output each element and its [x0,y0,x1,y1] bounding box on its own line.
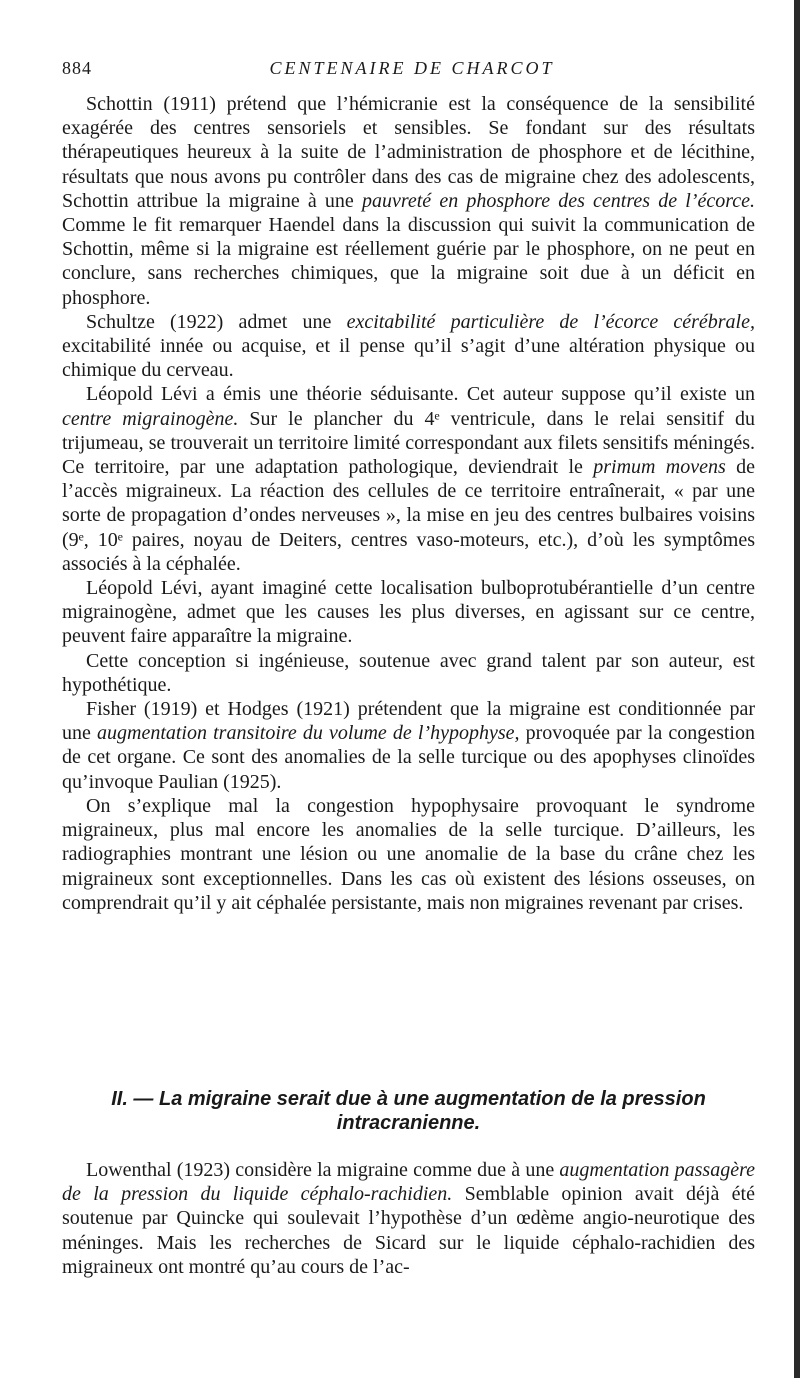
text-run: Sur le plancher du 4ᵉ ventricule, dans le relai sensitif du trijumeau, se trouverait un territoire limité correspondant aux filets sensitifs méningés. Ce territoire, par une adaptation pathologique, deviendrait le [62,407,756,479]
italic-phrase: centre migrainogène. [62,407,239,430]
text-run: Comme le fit remarquer Haendel dans la discussion qui suivit la communication de Schottin, même si la migraine est réellement guérie par le phosphore, on ne peut en conclure, sans recherches chimiques, que la migraine soit due à un déficit en phosphore. [62,214,755,309]
paragraph [62,697,755,794]
text-run: provoquée par la congestion de cet organe. Ce sont des anomalies de la selle turcique ou des apophyses clinoïdes qu’invoque Paulian (1925). [62,722,755,793]
text-run: excitabilité innée ou acquise, et il pense qu’il s’agit d’une altération physique ou chimique du cerveau. [62,335,755,382]
italic-phrase: pauvreté en phosphore des centres de l’écorce. [361,189,755,212]
text-run: de l’accès migraineux. La réaction des cellules de ce territoire entraînerait, « par une sorte de propagation d’ondes nerveuses », la mise en jeu des centres bulbaires voisins (9ᵉ, 10ᵉ paires, noyau de Deiters, centres vaso-moteurs, etc.), d’où les symptômes associés à la céphalée. [62,456,755,575]
page-header [62,58,762,82]
section-text [62,1158,755,1279]
text-run: On s’explique mal la congestion hypophysaire provoquant le syndrome migraineux, plus mal encore les anomalies de la selle turcique. D’ailleurs, les radiographies montrant une lésion ou une anomalie de la base du crâne chez les migraineux sont exceptionnelles. Dans les cas où existent des lésions osseuses, on comprendrait qu’il y ait céphalée persistante, mais non migraines revenant par crises. [62,794,755,914]
text-run: Cette conception si ingénieuse, soutenue avec grand talent par son auteur, est hypothétique. [62,649,755,696]
paragraph [62,92,755,310]
text-run: Fisher (1919) et Hodges (1921) prétendent que la migraine est conditionnée par une [62,698,755,745]
italic-phrase: excitabilité particulière de l’écorce cérébrale, [346,310,755,333]
italic-phrase: augmentation passagère de la pression du liquide céphalo-rachidien. [62,1159,755,1206]
paragraph [62,310,755,383]
section-heading-line-1: II. — La migraine serait due à une augmentation de la pression [111,1088,706,1110]
page-edge-shadow [794,0,800,1378]
section-heading [62,1087,755,1135]
text-run: Léopold Lévi a émis une théorie séduisante. Cet auteur suppose qu’il existe un [86,383,755,406]
paragraph [62,576,755,649]
running-head: CENTENAIRE DE CHARCOT [269,58,555,78]
italic-phrase: primum movens [593,456,726,479]
paragraph [62,1158,755,1279]
main-text [62,92,755,915]
paragraph [62,649,755,697]
text-run: Schultze (1922) admet une [86,310,347,333]
page-number: 884 [62,58,92,78]
text-run: Léopold Lévi, ayant imaginé cette localisation bulboprotubérantielle d’un centre migrainogène, admet que les causes les plus diverses, en agissant sur ce centre, peuvent faire apparaître la migraine. [62,577,755,648]
section-heading-line-2: intracranienne. [336,1112,481,1134]
italic-phrase: augmentation transitoire du volume de l’hypophyse, [97,722,520,745]
text-run: Schottin (1911) prétend que l’hémicranie est la conséquence de la sensibilité exagérée des centres sensoriels et sensibles. Se fondant sur des résultats thérapeutiques heureux à la suite de l’administration de phosphore et de lécithine, résultats que nous avons pu contrôler dans des cas de migraine chez des adolescents, Schottin attribue la migraine à une [62,93,755,212]
paragraph [62,794,755,915]
text-run: Semblable opinion avait déjà été soutenue par Quincke qui soulevait l’hypothèse d’un œdème angio-neurotique des méninges. Mais les recherches de Sicard sur le liquide céphalo-rachidien des migraineux ont montré qu’au cours de l’ac- [62,1183,755,1278]
paragraph [62,382,755,576]
text-run: Lowenthal (1923) considère la migraine comme due à une [86,1159,560,1181]
